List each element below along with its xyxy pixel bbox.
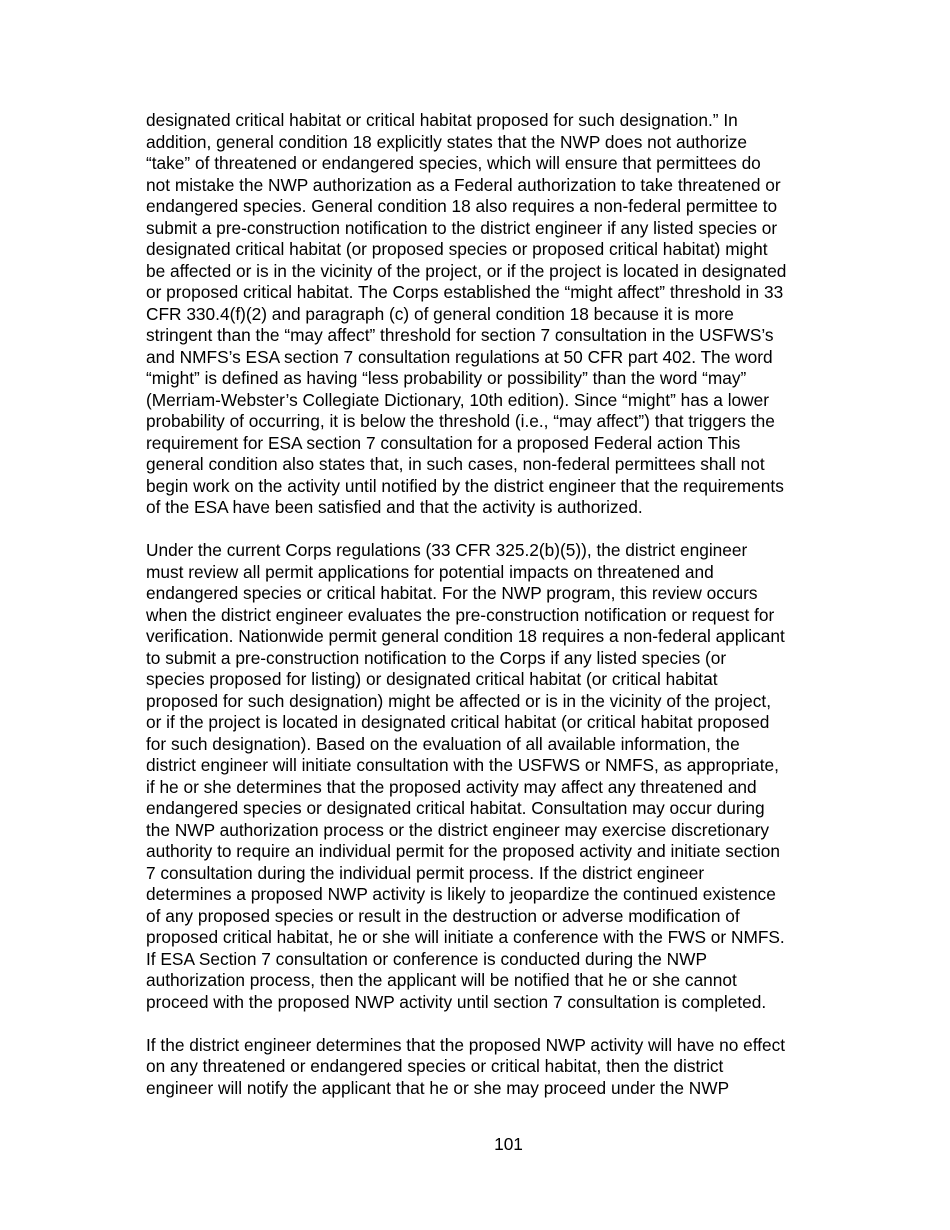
- text-line: probability of occurring, it is below the threshold (i.e., “may affect”) that triggers the: [146, 411, 775, 431]
- paragraph-gap: [146, 519, 842, 541]
- text-line: species proposed for listing) or designated critical habitat (or critical habitat: [146, 669, 718, 689]
- text-line: addition, general condition 18 explicitly states that the NWP does not authorize: [146, 131, 748, 152]
- text-line: or if the project is located in designated critical habitat (or critical habitat proposed: [146, 712, 770, 732]
- text-line: proposed for such designation) might be affected or is in the vicinity of the project,: [146, 690, 772, 711]
- page-number: 101: [494, 1134, 523, 1154]
- text-line: on any threatened or endangered species or critical habitat, then the district: [146, 1056, 724, 1076]
- text-line: If the district engineer determines that the proposed NWP activity will have no effect: [146, 1034, 786, 1055]
- text-line: for such designation). Based on the evaluation of all available information, the: [146, 733, 740, 754]
- text-line: authority to require an individual permit for the proposed activity and initiate section: [146, 841, 780, 861]
- text-line: requirement for ESA section 7 consultation for a proposed Federal action This: [146, 432, 741, 453]
- paragraph-1: [146, 110, 842, 519]
- text-line: authorization process, then the applicant will be notified that he or she cannot: [146, 970, 737, 990]
- paragraph-3: [146, 1035, 842, 1100]
- text-line: (Merriam-Webster’s Collegiate Dictionary, 10th edition). Since “might” has a lower: [146, 389, 770, 410]
- paragraph-gap: [146, 1013, 842, 1035]
- text-line: designated critical habitat (or proposed species or proposed critical habitat) might: [146, 239, 768, 259]
- text-line: designated critical habitat or critical habitat proposed for such designation.” In: [146, 110, 738, 130]
- text-line: endangered species or designated critical habitat. Consultation may occur during: [146, 798, 765, 818]
- text-line: proposed critical habitat, he or she will initiate a conference with the FWS or NMFS.: [146, 927, 785, 947]
- text-line: stringent than the “may affect” threshold for section 7 consultation in the USFWS’s: [146, 325, 774, 345]
- text-line: be affected or is in the vicinity of the project, or if the project is located in designated: [146, 260, 787, 281]
- text-line: the NWP authorization process or the district engineer may exercise discretionary: [146, 819, 770, 840]
- text-line: If ESA Section 7 consultation or conference is conducted during the NWP: [146, 948, 707, 969]
- text-line: not mistake the NWP authorization as a Federal authorization to take threatened or: [146, 174, 781, 195]
- text-line: of the ESA have been satisfied and that the activity is authorized.: [146, 497, 643, 517]
- text-line: if he or she determines that the proposed activity may affect any threatened and: [146, 776, 757, 797]
- text-line: 7 consultation during the individual permit process. If the district engineer: [146, 862, 705, 883]
- text-line: begin work on the activity until notified by the district engineer that the requirements: [146, 475, 784, 496]
- text-line: endangered species. General condition 18 also requires a non-federal permittee to: [146, 196, 778, 216]
- text-line: and NMFS’s ESA section 7 consultation regulations at 50 CFR part 402. The word: [146, 346, 773, 367]
- text-line: verification. Nationwide permit general condition 18 requires a non-federal applicant: [146, 626, 785, 646]
- text-line: determines a proposed NWP activity is likely to jeopardize the continued existence: [146, 884, 776, 904]
- text-line: general condition also states that, in such cases, non-federal permittees shall not: [146, 454, 765, 474]
- text-line: engineer will notify the applicant that he or she may proceed under the NWP: [146, 1077, 730, 1098]
- text-line: must review all permit applications for potential impacts on threatened and: [146, 561, 714, 582]
- text-line: of any proposed species or result in the destruction or adverse modification of: [146, 905, 740, 926]
- paragraph-2: [146, 540, 842, 1013]
- text-line: or proposed critical habitat. The Corps established the “might affect” threshold in 33: [146, 282, 784, 302]
- text-line: to submit a pre-construction notification to the Corps if any listed species (or: [146, 647, 727, 668]
- text-line: “take” of threatened or endangered species, which will ensure that permittees do: [146, 153, 761, 173]
- text-line: Under the current Corps regulations (33 CFR 325.2(b)(5)), the district engineer: [146, 540, 748, 560]
- text-line: proceed with the proposed NWP activity until section 7 consultation is completed.: [146, 991, 767, 1012]
- text-line: “might” is defined as having “less probability or possibility” than the word “may”: [146, 368, 747, 388]
- text-line: CFR 330.4(f)(2) and paragraph (c) of general condition 18 because it is more: [146, 303, 734, 324]
- text-line: when the district engineer evaluates the pre-construction notification or request for: [146, 604, 775, 625]
- text-line: endangered species or critical habitat. For the NWP program, this review occurs: [146, 583, 758, 603]
- body-text: [146, 110, 842, 1099]
- text-line: district engineer will initiate consultation with the USFWS or NMFS, as appropriate,: [146, 755, 779, 775]
- text-line: submit a pre-construction notification to the district engineer if any listed species or: [146, 217, 778, 238]
